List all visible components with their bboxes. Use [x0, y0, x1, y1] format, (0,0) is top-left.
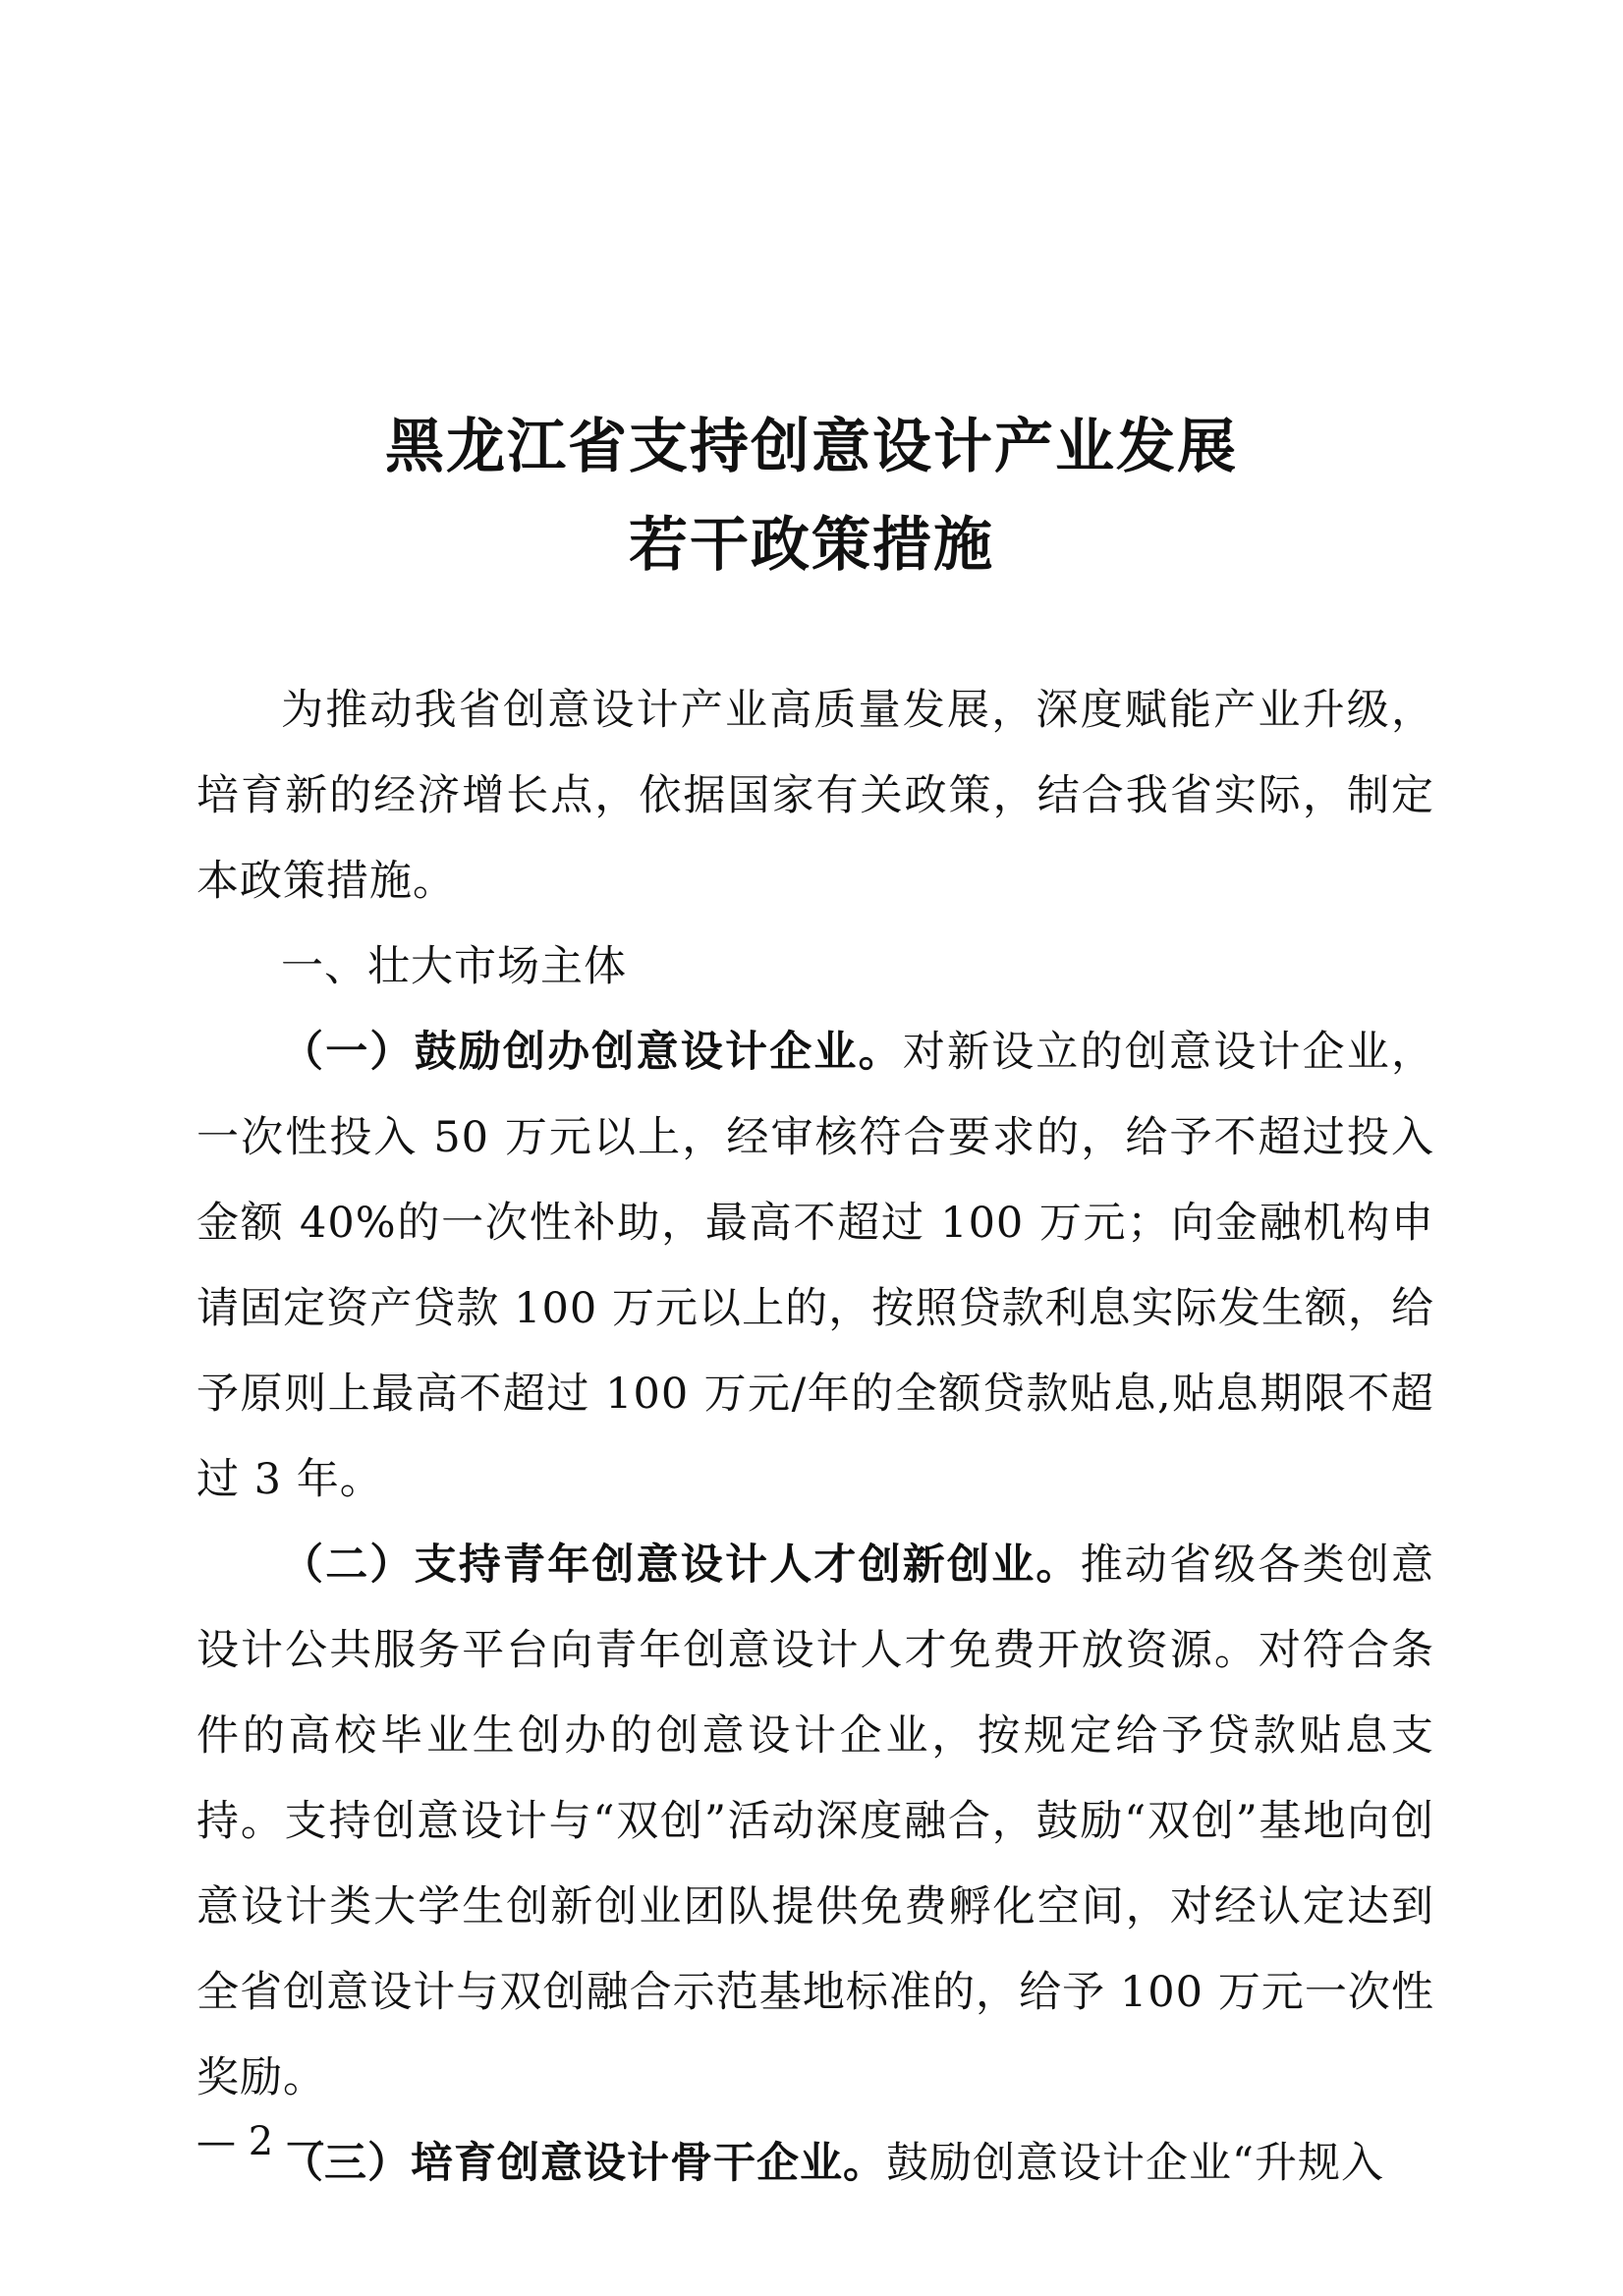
- page-number: — 2 —: [196, 2119, 325, 2164]
- document-title-line-2: 若干政策措施: [629, 511, 994, 580]
- document-title-line-1: 黑龙江省支持创意设计产业发展: [385, 413, 1238, 481]
- section-1-heading: 一、壮大市场主体: [281, 942, 627, 991]
- item-2-paragraph: [196, 1523, 1434, 2121]
- item-2-lead: （二）支持青年创意设计人才创新创业。: [281, 1540, 1081, 1590]
- item-1-text: 对新设立的创意设计企业，一次性投入 50 万元以上，经审核符合要求的，给予不超过投入金额 40%的一次性补助，最高不超过 100 万元；向金融机构申请固定资产贷款 100 万元以上的，按照贷款利息实际发生额，给予原则上最高不超过 100 万元/年的全额贷款贴息,贴息期限不超过 3 年。: [196, 1028, 1435, 1504]
- item-1-lead: （一）鼓励创办创意设计企业。: [281, 1028, 903, 1077]
- document-body: [196, 668, 1434, 2207]
- item-3-paragraph: [196, 2121, 1434, 2207]
- intro-paragraph: 为推动我省创意设计产业高质量发展，深度赋能产业升级，培育新的经济增长点，依据国家有关政策，结合我省实际，制定本政策措施。: [196, 686, 1434, 906]
- item-3-text: 鼓励创意设计企业“升规入: [886, 2139, 1384, 2188]
- item-2-text: 推动省级各类创意设计公共服务平台向青年创意设计人才免费开放资源。对符合条件的高校毕业生创办的创意设计企业，按规定给予贷款贴息支持。支持创意设计与“双创”活动深度融合，鼓励“双创”基地向创意设计类大学生创新创业团队提供免费孵化空间，对经认定达到全省创意设计与双创融合示范基地标准的，给予 100 万元一次性奖励。: [196, 1540, 1435, 2102]
- item-3-lead: （三）培育创意设计骨干企业。: [281, 2139, 886, 2188]
- item-1-paragraph: [196, 1010, 1434, 1523]
